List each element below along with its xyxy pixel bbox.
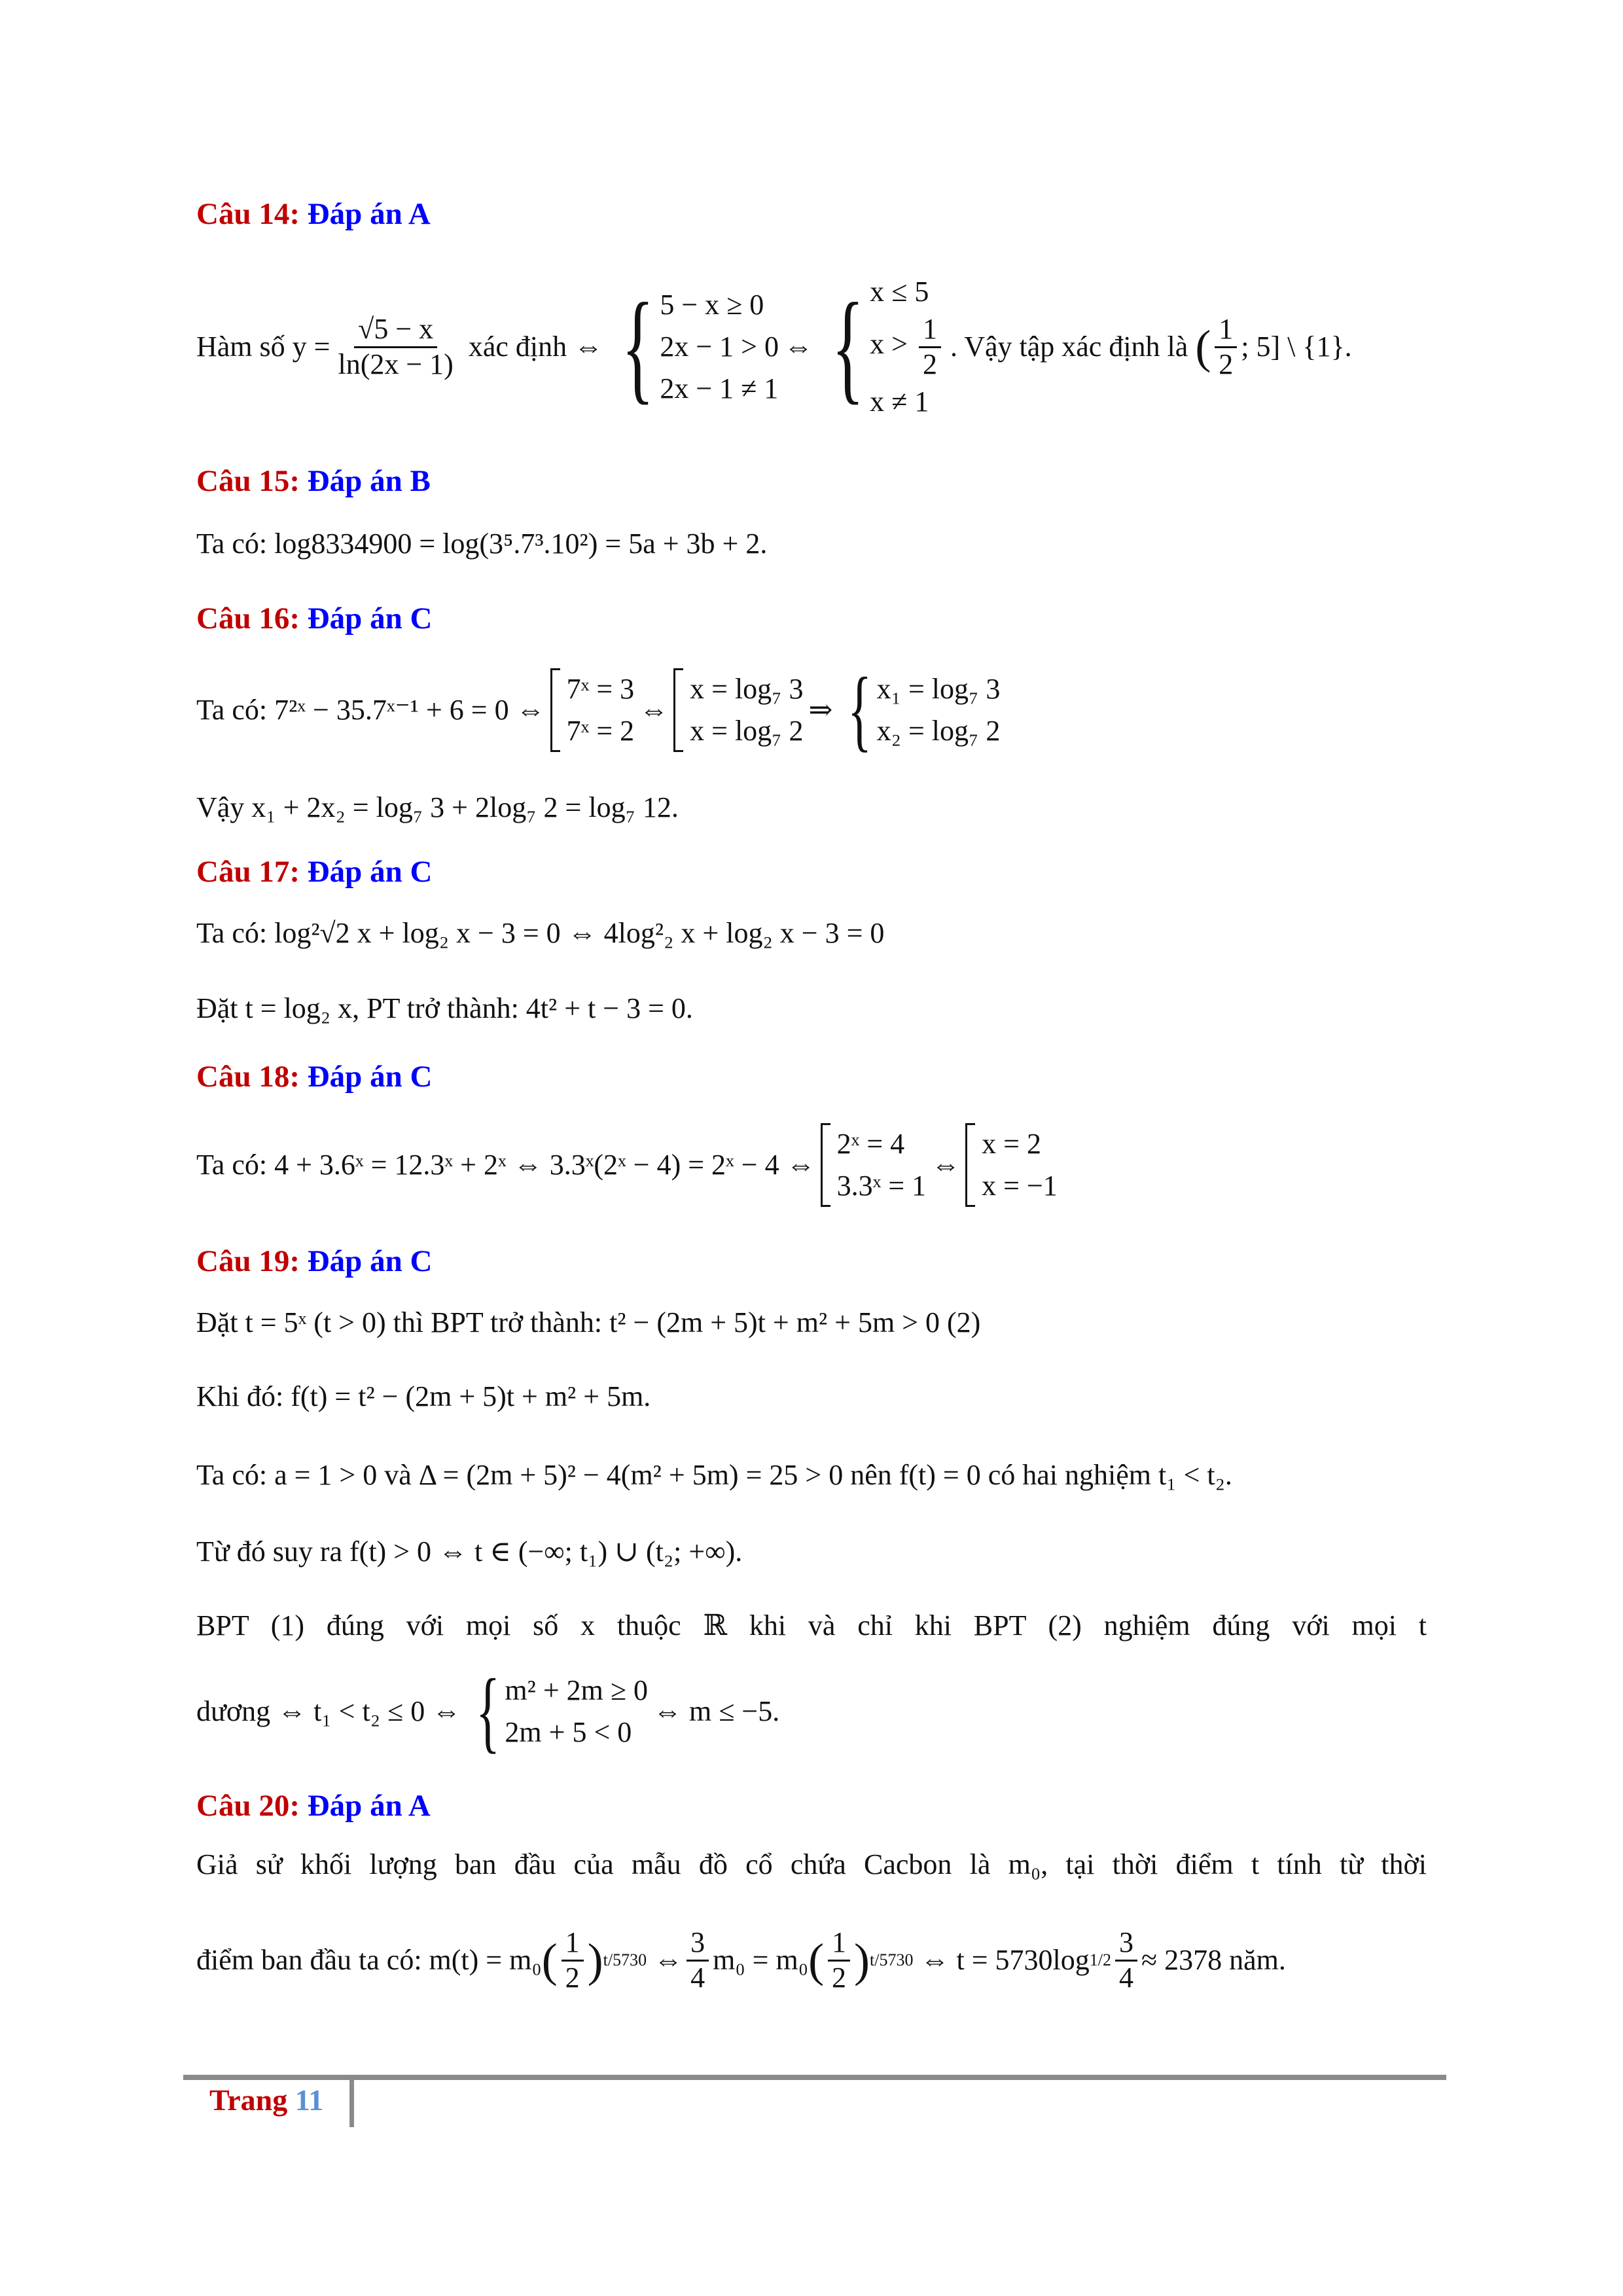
q16-b1-row: 7ˣ = 3 xyxy=(566,673,635,706)
q16-system-3: { x₁ = log₇ 3 x₂ = log₇ 2 xyxy=(847,659,1001,761)
q20-log-base: 1/2 xyxy=(1089,1950,1111,1970)
q20-line-2 xyxy=(196,1908,1427,2013)
q14-sys1-row: 2x − 1 > 0 xyxy=(660,331,779,363)
q18-iff: ⇔ xyxy=(931,1148,961,1181)
q18-b2-row: x = −1 xyxy=(982,1170,1058,1202)
q14-content xyxy=(196,259,1427,435)
q20-half-num: 1 xyxy=(828,1926,850,1962)
q16-b2-row: x = log₇ 3 xyxy=(690,673,804,706)
q18-bracket-2 xyxy=(965,1123,1058,1207)
q17-label: Câu 17: xyxy=(196,855,300,889)
q14-sys2-row: x ≠ 1 xyxy=(870,386,929,418)
q20-heading xyxy=(196,1788,431,1823)
q19-system: { m² + 2m ≥ 0 2m + 5 < 0 xyxy=(476,1660,649,1762)
q16-bracket-1 xyxy=(550,668,635,752)
q16-implies: ⇒ xyxy=(808,693,833,726)
q14-domain-rest: ; 5] \ {1}. xyxy=(1241,330,1352,363)
q20-three-quarter xyxy=(687,1926,709,1994)
q19-label: Câu 19: xyxy=(196,1244,300,1278)
q16-label: Câu 16: xyxy=(196,601,300,636)
q20-log-den: 4 xyxy=(1118,1961,1133,1994)
q16-heading xyxy=(196,601,432,636)
q14-domain-num: 1 xyxy=(1215,313,1237,348)
q20-paren-close-2: ) xyxy=(854,1933,870,1986)
q20-label: Câu 20: xyxy=(196,1789,300,1823)
q14-prefix: Hàm số xyxy=(196,330,285,363)
q20-paren-open-2: ( xyxy=(808,1933,825,1986)
q18-eq: Ta có: 4 + 3.6ˣ = 12.3ˣ + 2ˣ ⇔ 3.3ˣ(2ˣ − 4) = 2ˣ − 4 ⇔ xyxy=(196,1148,815,1181)
q17-heading xyxy=(196,854,432,889)
q16-answer: Đáp án C xyxy=(307,601,433,636)
q20-end-pre: ⇔ t = 5730log xyxy=(920,1943,1090,1976)
q14-sys1-row: 5 − x ≥ 0 xyxy=(660,289,764,321)
q20-log-num: 3 xyxy=(1115,1926,1137,1962)
q19-sys-row: 2m + 5 < 0 xyxy=(505,1716,632,1748)
q20-tq-den: 4 xyxy=(690,1961,705,1994)
q15-label: Câu 15: xyxy=(196,464,300,498)
q17-answer: Đáp án C xyxy=(307,855,433,889)
q20-half-frac-2 xyxy=(828,1926,850,1994)
q14-frac-num: √5 − x xyxy=(354,313,437,348)
q20-line2-pre: điểm ban đầu ta có: m(t) = m₀ xyxy=(196,1943,542,1976)
q18-answer: Đáp án C xyxy=(307,1060,433,1094)
q14-sys2-num: 1 xyxy=(919,313,941,348)
q14-domain-den: 2 xyxy=(1219,348,1234,380)
q20-log-frac xyxy=(1115,1926,1137,1994)
q20-paren-open-1: ( xyxy=(541,1933,558,1986)
q20-line-1: Giả sử khối lượng ban đầu của mẫu đồ cổ chứa Cacbon là m₀, tại thời điểm t tính từ thời xyxy=(196,1848,1427,1880)
q14-iff-1: ⇔ xyxy=(574,330,603,363)
q19-line-4: Từ đó suy ra f(t) > 0 ⇔ t ∈ (−∞; t₁) ∪ (t₂; +∞). xyxy=(196,1535,743,1568)
q18-content xyxy=(196,1116,1427,1214)
q20-answer: Đáp án A xyxy=(307,1789,431,1823)
q20-exponent-2: t/5730 xyxy=(870,1950,914,1970)
q15-heading xyxy=(196,463,431,499)
q19-line6-post: ⇔ m ≤ −5. xyxy=(653,1695,780,1727)
q16-content xyxy=(196,661,1427,759)
q16-eq: 7²ˣ − 35.7ˣ⁻¹ + 6 = 0 ⇔ xyxy=(274,693,545,726)
q14-domain-frac xyxy=(1215,313,1237,381)
q16-b3-row: x₂ = log₇ 2 xyxy=(876,715,1001,747)
q19-line-2: Khi đó: f(t) = t² − (2m + 5)t + m² + 5m. xyxy=(196,1380,651,1412)
q20-half-den: 2 xyxy=(832,1961,847,1994)
q19-line6-pre: dương ⇔ t₁ < t₂ ≤ 0 ⇔ xyxy=(196,1695,461,1727)
q14-sys2-row xyxy=(870,313,945,381)
q18-bracket-1 xyxy=(821,1123,927,1207)
q20-exponent-1: t/5730 xyxy=(603,1950,647,1970)
q15-answer: Đáp án B xyxy=(307,464,431,498)
page-value: 11 xyxy=(294,2083,324,2117)
q19-answer: Đáp án C xyxy=(307,1244,433,1278)
footer-rule xyxy=(183,2075,1446,2080)
q16-b1-row: 7ˣ = 2 xyxy=(566,715,635,747)
q20-end-post: ≈ 2378 năm. xyxy=(1141,1943,1286,1976)
q19-heading xyxy=(196,1244,432,1279)
q17-line-1: Ta có: log²√2 x + log₂ x − 3 = 0 ⇔ 4log²₂ x + log₂ x − 3 = 0 xyxy=(196,917,885,949)
q18-label: Câu 18: xyxy=(196,1060,300,1094)
q14-sys2-frac xyxy=(919,313,941,381)
page-label: Trang xyxy=(209,2083,288,2117)
q19-sys-row: m² + 2m ≥ 0 xyxy=(505,1674,649,1707)
q19-line-1: Đặt t = 5ˣ (t > 0) thì BPT trở thành: t² − (2m + 5)t + m² + 5m > 0 (2) xyxy=(196,1306,981,1338)
q14-frac-den: ln(2x − 1) xyxy=(338,348,454,380)
q16-bracket-2 xyxy=(673,668,803,752)
q18-heading xyxy=(196,1059,432,1094)
q16-b2-row: x = log₇ 2 xyxy=(690,715,804,747)
q18-b1-row: 2ˣ = 4 xyxy=(836,1128,905,1160)
q20-half-num: 1 xyxy=(562,1926,584,1962)
q20-iff-1: ⇔ xyxy=(654,1943,683,1976)
q17-line-2: Đặt t = log₂ x, PT trở thành: 4t² + t − 3 = 0. xyxy=(196,992,693,1024)
q15-line: Ta có: log8334900 = log(3⁵.7³.10²) = 5a + 3b + 2. xyxy=(196,528,768,560)
q19-line-5: BPT (1) đúng với mọi số x thuộc ℝ khi và chỉ khi BPT (2) nghiệm đúng với mọi t xyxy=(196,1609,1427,1641)
q19-line-3: Ta có: a = 1 > 0 và Δ = (2m + 5)² − 4(m² + 5m) = 25 > 0 nên f(t) = 0 có hai nghiệm t₁ < t₂. xyxy=(196,1459,1232,1491)
q14-system-2: { x ≤ 5 x > $\frac{1}{2}$ x ≠ 1 xyxy=(818,271,945,423)
q14-text-end: . Vậy tập xác định là xyxy=(950,330,1188,363)
footer-divider xyxy=(349,2079,354,2127)
q14-sys1-row: 2x − 1 ≠ 1 xyxy=(660,372,779,404)
q18-b2-row: x = 2 xyxy=(982,1128,1041,1160)
q14-iff-2: ⇔ xyxy=(783,330,813,363)
q20-paren-close-1: ) xyxy=(587,1933,603,1986)
q20-mid2: m₀ = m₀ xyxy=(713,1943,809,1976)
q14-sys2-row: x ≤ 5 xyxy=(870,276,929,308)
q14-sys2-gt: x > xyxy=(870,328,908,361)
q20-half-frac-1 xyxy=(562,1926,584,1994)
q16-prefix: Ta có: xyxy=(196,693,268,726)
q14-mid: xác định xyxy=(468,330,567,363)
q14-answer: Đáp án A xyxy=(307,197,431,231)
q20-half-den: 2 xyxy=(565,1961,580,1994)
page-number xyxy=(209,2083,323,2117)
q14-system-1: { 5 − x ≥ 0 2x − 1 > 0 2x − 1 ≠ 1 xyxy=(621,278,779,416)
q18-b1-row: 3.3ˣ = 1 xyxy=(836,1170,927,1202)
q20-tq-num: 3 xyxy=(687,1926,709,1962)
q14-heading xyxy=(196,196,431,232)
q14-fraction xyxy=(334,313,457,381)
q16-b3-row: x₁ = log₇ 3 xyxy=(876,673,1001,706)
q16-iff: ⇔ xyxy=(639,693,669,726)
q14-label: Câu 14: xyxy=(196,197,300,231)
q14-domain-open: ( xyxy=(1195,320,1211,373)
q16-conclusion: Vậy x₁ + 2x₂ = log₇ 3 + 2log₇ 2 = log₇ 12. xyxy=(196,791,679,823)
q14-yeq: y = xyxy=(292,330,330,363)
q14-sys2-den: 2 xyxy=(923,348,937,380)
q19-line-6 xyxy=(196,1662,1427,1761)
